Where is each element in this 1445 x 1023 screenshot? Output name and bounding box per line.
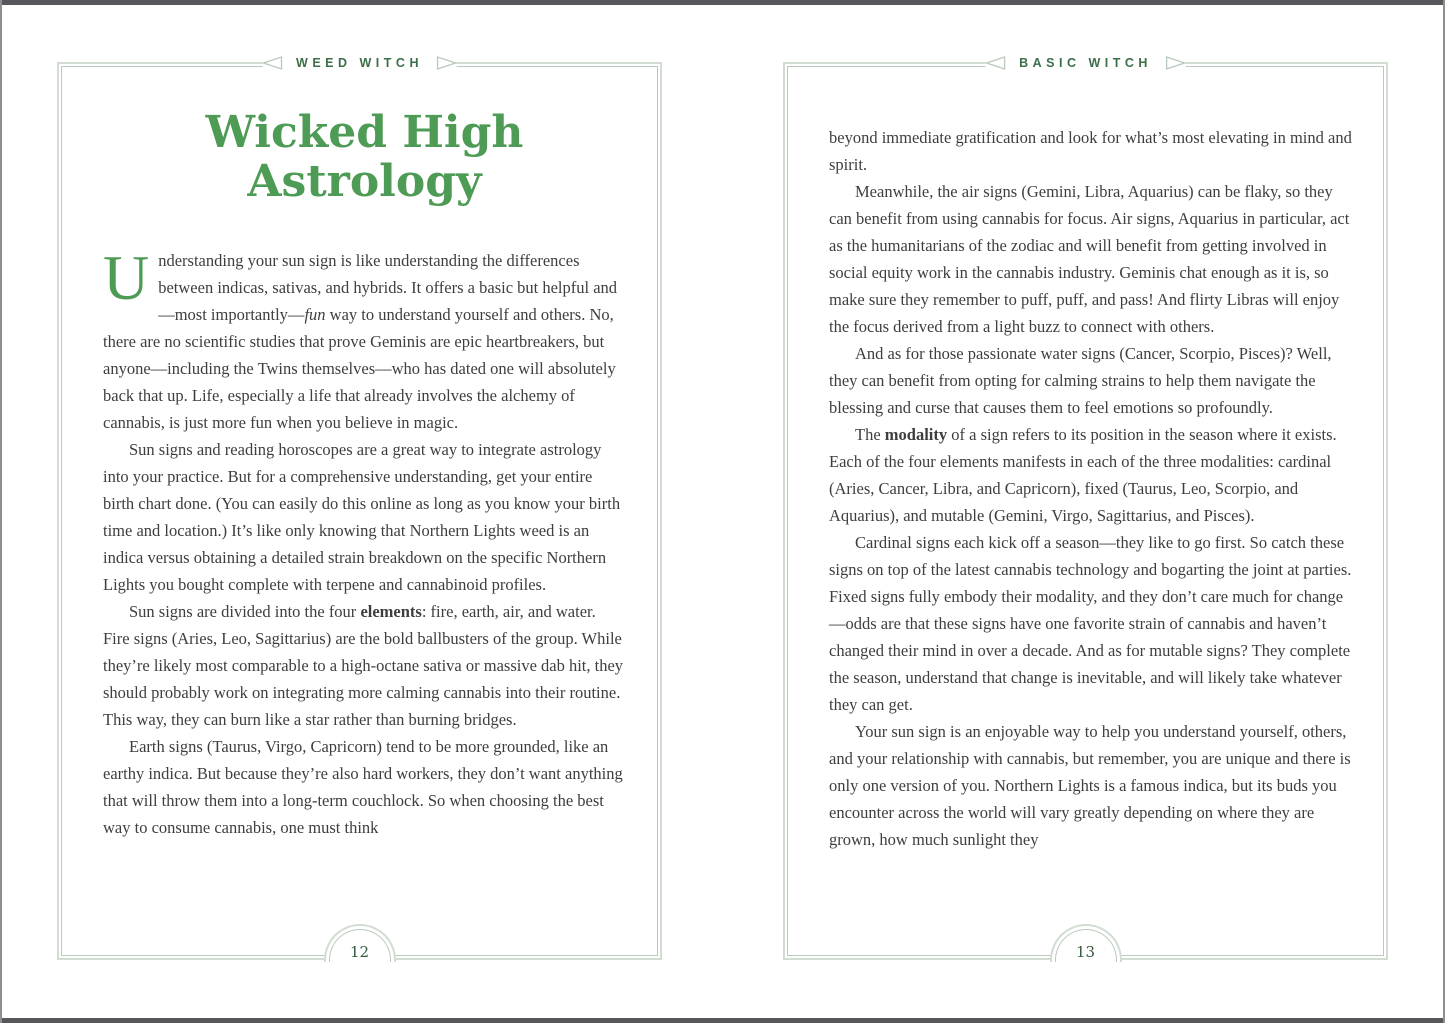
chapter-title-line-1: Wicked High [205,107,524,158]
running-head [985,54,1186,72]
triangle-right-icon [1166,56,1186,70]
page-number: 12 [349,943,370,961]
paragraph [829,124,1352,178]
scan-frame-bottom [0,1018,1445,1023]
paragraph [829,718,1352,853]
running-head [262,54,457,72]
text-segment: modality [884,425,948,444]
text-segment: of a sign refers to its position in the season where it exists. Each of the four elements manifests in each of the three modalities: cardinal (Aries, Cancer, Libra, and Capricorn), fixed (Taurus, Leo, Scorpio, and Aquarius), and mutable (Gemini, Virgo, Sagittarius, and Pisces). [829,425,1337,525]
triangle-left-icon [262,56,282,70]
text-segment: Sun signs and reading horoscopes are a great way to integrate astrology into your practice. But for a comprehensive understanding, get your entire birth chart done. (You can easily do this online as long as you know your birth time and location.) It’s like only knowing that Northern Lights weed is an indica versus obtaining a detailed strain breakdown on the specific Northern Lights you bought complete with terpene and cannabinoid profiles. [103,439,621,594]
text-segment: fun [304,304,326,324]
running-head-label: WEED WITCH [296,56,423,70]
page-content [57,62,662,960]
text-segment: Sun signs are divided into the four [129,601,361,621]
body-copy [829,124,1352,853]
drop-cap: U [103,241,150,313]
triangle-left-icon [985,56,1005,70]
paragraph [103,598,626,733]
text-segment: nderstanding your sun sign is like understanding the differences between indicas, sativas, and hybrids. It offers a basic but helpful and—most importantly— [158,250,618,324]
running-head-label: BASIC WITCH [1019,56,1152,70]
paragraph [829,178,1352,340]
chapter-title-line-2: Astrology [247,156,482,208]
page-left [57,56,662,961]
text-segment: way to understand yourself and others. No, there are no scientific studies that prove Geminis are epic heartbreakers, but anyone—including the Twins themselves—who has dated one will absolutely back that up. Life, especially a life that already involves the alchemy of cannabis, is just more fun when you believe in magic. [103,304,616,432]
text-segment: The [855,425,885,444]
paragraph [103,733,626,841]
page-number: 13 [1075,943,1096,961]
triangle-right-icon [437,56,457,70]
text-segment: : fire, earth, air, and water. Fire signs (Aries, Leo, Sagittarius) are the bold ballbusters of the group. While they’re likely most comparable to a high-octane sativa or massive dab hit, they should probably work on integrating more calming cannabis into their routine. This way, they can burn like a star rather than burning bridges. [103,601,624,729]
text-segment: beyond immediate gratification and look for what’s most elevating in mind and spirit. [829,128,1352,174]
text-segment: Earth signs (Taurus, Virgo, Capricorn) tend to be more grounded, like an earthy indica. But because they’re also hard workers, they don’t want anything that will throw them into a long-term couchlock. So when choosing the best way to consume cannabis, one must think [103,736,623,837]
text-segment: elements [360,601,422,621]
text-segment: Your sun sign is an enjoyable way to help you understand yourself, others, and your relationship with cannabis, but remember, you are unique and there is only one version of you. Northern Lights is a famous indica, but its buds you encounter across the world will vary greatly depending on where they are grown, how much sunlight they [829,722,1351,849]
page-content [783,62,1388,960]
paragraph [829,529,1352,718]
paragraph [103,436,626,598]
text-segment: Meanwhile, the air signs (Gemini, Libra, Aquarius) can be flaky, so they can benefit from using cannabis for focus. Air signs, Aquarius in particular, act as the humanitarians of the zodiac and will benefit from getting involved in social equity work in the cannabis industry. Geminis chat enough as it is, so make sure they remember to puff, puff, and pass! And flirty Libras will enjoy the focus derived from a light buzz to connect with others. [829,182,1350,336]
paragraph [829,340,1352,421]
paragraph [103,241,626,436]
text-segment: Cardinal signs each kick off a season—they like to go first. So catch these signs on top of the latest cannabis technology and bogarting the joint at parties. Fixed signs fully embody their modality, and they don’t care much for change—odds are that these signs have one favorite strain of cannabis and haven’t changed their mind in over a decade. And as for mutable signs? They complete the season, understand that change is inevitable, and will likely take whatever they can get. [829,533,1352,714]
text-segment: And as for those passionate water signs (Cancer, Scorpio, Pisces)? Well, they can benefit from opting for calming strains to help them navigate the blessing and curse that causes them to feel emotions so profoundly. [829,344,1332,417]
body-copy [103,241,626,841]
scan-frame-top [0,0,1445,5]
page-right [783,56,1388,961]
scan-frame-left [0,0,2,1023]
paragraph [829,421,1352,529]
chapter-title [103,108,626,207]
